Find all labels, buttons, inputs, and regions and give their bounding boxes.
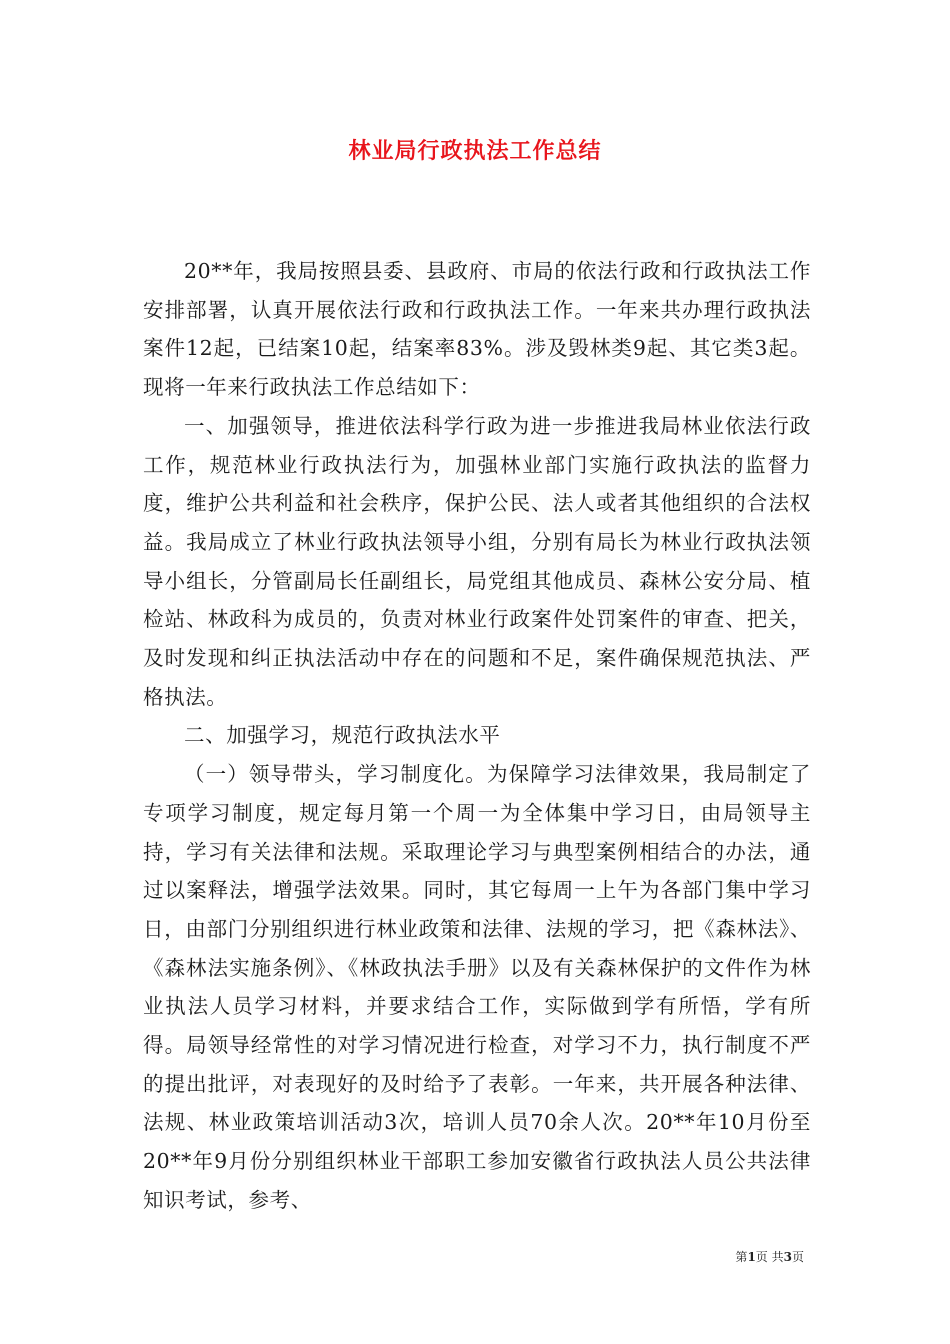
footer-current-page: 1	[747, 1250, 756, 1264]
paragraph-section-two-heading: 二、加强学习，规范行政执法水平	[184, 723, 501, 748]
document-body	[143, 252, 811, 1220]
paragraph-intro: 20**年，我局按照县委、县政府、市局的依法行政和行政执法工作安排部署，认真开展依法行政和行政执法工作。一年来共办理行政执法案件12起，已结案10起，结案率83%。涉及毁林类9起、其它类3起。现将一年来行政执法工作总结如下：	[143, 259, 811, 400]
footer-prefix: 第	[735, 1250, 748, 1264]
document-title: 林业局行政执法工作总结	[348, 138, 602, 164]
paragraph-section-two-part-one: （一）领导带头，学习制度化。为保障学习法律效果，我局制定了专项学习制度，规定每月第一个周一为全体集中学习日，由局领导主持，学习有关法律和法规。采取理论学习与典型案例相结合的办法，通过以案释法，增强学法效果。同时，其它每周一上午为各部门集中学习日，由部门分别组织进行林业政策和法律、法规的学习，把《森林法》、《森林法实施条例》、《林政执法手册》以及有关森林保护的文件作为林业执法人员学习材料，并要求结合工作，实际做到学有所悟，学有所得。局领导经常性的对学习情况进行检查，对学习不力，执行制度不严的提出批评，对表现好的及时给予了表彰。一年来，共开展各种法律、法规、林业政策培训活动3次，培训人员70余人次。20**年10月份至20**年9月份分别组织林业干部职工参加安徽省行政执法人员公共法律知识考试，参考、	[143, 762, 811, 1212]
footer-total-pages: 3	[783, 1250, 792, 1264]
footer-middle: 页 共	[755, 1250, 784, 1264]
footer-suffix: 页	[791, 1250, 804, 1264]
paragraph-section-one: 一、加强领导，推进依法科学行政为进一步推进我局林业依法行政工作，规范林业行政执法行为，加强林业部门实施行政执法的监督力度，维护公共利益和社会秩序，保护公民、法人或者其他组织的合法权益。我局成立了林业行政执法领导小组，分别有局长为林业行政执法领导小组长，分管副局长任副组长，局党组其他成员、森林公安分局、植检站、林政科为成员的，负责对林业行政案件处罚案件的审查、把关，及时发现和纠正执法活动中存在的问题和不足，案件确保规范执法、严格执法。	[143, 413, 811, 709]
page-number-footer	[735, 1248, 804, 1265]
